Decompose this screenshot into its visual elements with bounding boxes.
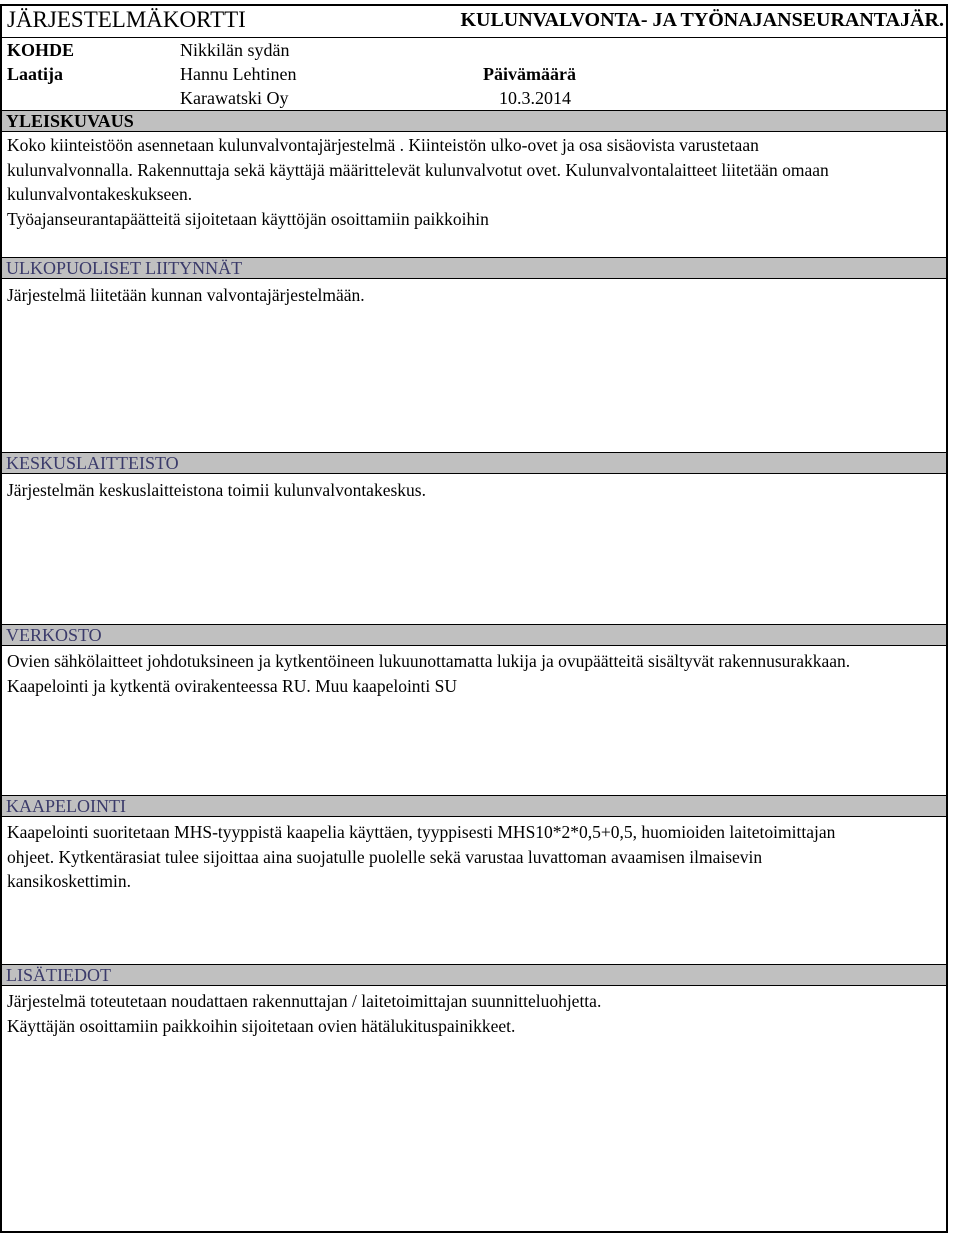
kohde-label: KOHDE: [7, 40, 75, 60]
text-line: Kaapelointi suoritetaan MHS-tyyppistä kaapelia käyttäen, tyyppisesti MHS10*2*0,5+0,5, huomioiden laitetoimittajan: [7, 822, 836, 842]
section-title-yleiskuvaus: YLEISKUVAUS: [6, 111, 134, 131]
section-header-ulkopuoliset: [2, 257, 946, 279]
section-title-keskus: KESKUSLAITTEISTO: [6, 453, 179, 473]
section-body-lisatiedot: [7, 989, 936, 1038]
section-body-yleiskuvaus: [7, 133, 936, 231]
section-body-ulkopuoliset: [7, 283, 936, 308]
kohde-value: Nikkilän sydän: [180, 40, 290, 60]
laatija-label: Laatija: [7, 64, 63, 84]
section-title-lisatiedot: LISÄTIEDOT: [6, 965, 111, 985]
section-body-verkosto: [7, 649, 936, 698]
section-body-keskus: [7, 478, 936, 503]
date-value: 10.3.2014: [499, 88, 571, 108]
section-header-verkosto: [2, 624, 946, 646]
section-body-kaapelointi: [7, 820, 936, 894]
text-line: Käyttäjän osoittamiin paikkoihin sijoitetaan ovien hätälukituspainikkeet.: [7, 1015, 516, 1036]
section-title-verkosto: VERKOSTO: [6, 625, 102, 645]
laatija-value: Hannu Lehtinen: [180, 64, 297, 84]
card-header: [2, 6, 946, 110]
section-title-kaapelointi: KAAPELOINTI: [6, 796, 126, 816]
text-line: kulunvalvonnalla. Rakennuttaja sekä käyttäjä määrittelevät kulunvalvotut ovet. Kulunvalvontalaitteet liitetään omaan: [7, 159, 829, 180]
text-line: kulunvalvontakeskukseen.: [7, 184, 193, 204]
date-label: Päivämäärä: [483, 64, 576, 84]
section-header-kaapelointi: [2, 795, 946, 817]
text-line: Työajanseurantapäätteitä sijoitetaan käyttöjän osoittamiin paikkoihin: [7, 208, 489, 229]
card-title: JÄRJESTELMÄKORTTI: [7, 7, 246, 32]
text-line: Koko kiinteistöön asennetaan kulunvalvontajärjestelmä . Kiinteistön ulko-ovet ja osa sisäovista varustetaan: [7, 135, 759, 155]
company-name: Karawatski Oy: [180, 88, 289, 108]
text-line: Ovien sähkölaitteet johdotuksineen ja kytkentöineen lukuunottamatta lukija ja ovupäätteitä sisältyvät rakennusurakkaan.: [7, 651, 851, 671]
section-header-keskus: [2, 452, 946, 474]
system-name: KULUNVALVONTA- JA TYÖNAJANSEURANTAJÄR.: [460, 9, 944, 31]
text-line: kansikoskettimin.: [7, 871, 131, 891]
system-card-sheet: [0, 4, 948, 1233]
text-line: Järjestelmän keskuslaitteistona toimii kulunvalvontakeskus.: [7, 480, 426, 500]
text-line: ohjeet. Kytkentärasiat tulee sijoittaa aina suojatulle puolelle sekä varustaa luvattoman avaamisen ilmaisevin: [7, 846, 763, 867]
text-line: Kaapelointi ja kytkentä ovirakenteessa RU. Muu kaapelointi SU: [7, 675, 458, 696]
text-line: Järjestelmä toteutetaan noudattaen rakennuttajan / laitetoimittajan suunnitteluohjetta.: [7, 991, 602, 1011]
section-header-lisatiedot: [2, 964, 946, 986]
text-line: Järjestelmä liitetään kunnan valvontajärjestelmään.: [7, 285, 365, 305]
section-header-yleiskuvaus: [2, 110, 946, 132]
header-divider: [2, 37, 946, 38]
section-title-ulkopuoliset: ULKOPUOLISET LIITYNNÄT: [6, 258, 243, 278]
